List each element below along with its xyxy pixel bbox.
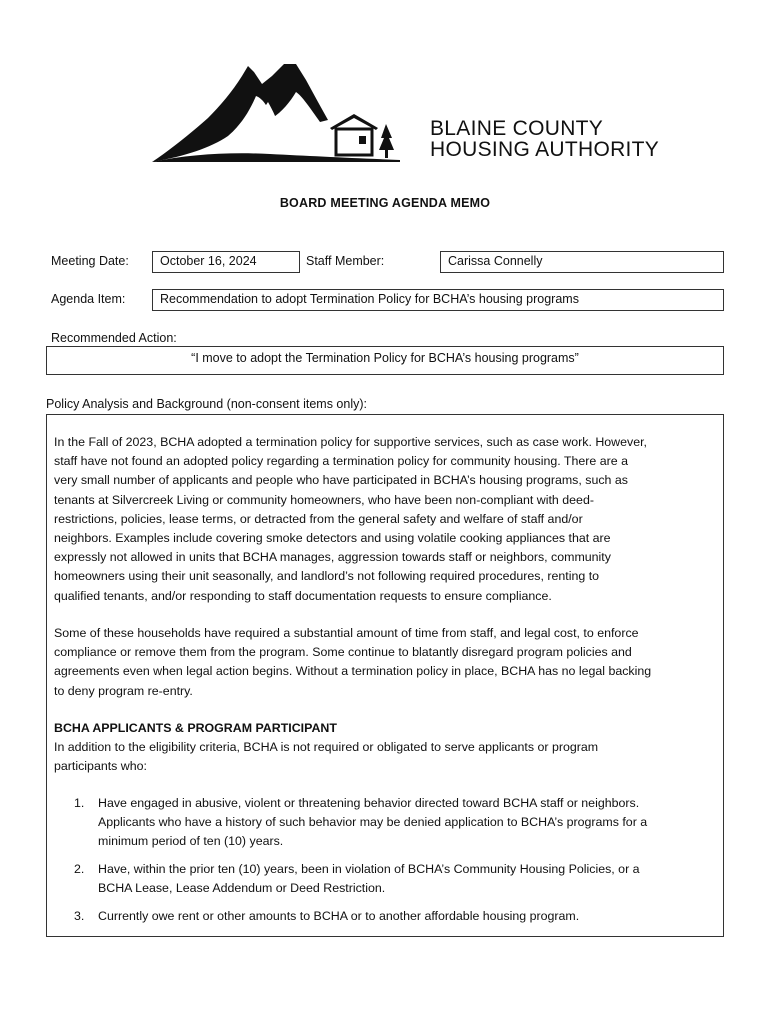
text-line: tenants at Silvercreek Living or community homeowners, who have been non-compliant with deed- xyxy=(54,492,594,507)
text-line: staff have not found an adopted policy regarding a termination policy for community housing. There are a xyxy=(54,454,628,469)
text-line: Applicants who have a history of such behavior may be denied application to BCHA’s programs for a xyxy=(98,815,648,829)
text-line: Have, within the prior ten (10) years, been in violation of BCHA’s Community Housing Policies, or a xyxy=(98,862,640,876)
section-heading: BCHA APPLICANTS & PROGRAM PARTICIPANT xyxy=(54,721,337,735)
recommended-action-box xyxy=(46,346,724,375)
text-line: Some of these households have required a substantial amount of time from staff, and legal cost, to enforce xyxy=(54,626,639,640)
text-line: expressly not allowed in units that BCHA manages, aggression towards staff or neighbors, community xyxy=(54,550,611,565)
text-line: Currently owe rent or other amounts to BCHA or to another affordable housing program. xyxy=(98,909,580,923)
section-block xyxy=(54,719,718,777)
text-line: restrictions, policies, lease terms, or detracted from the general safety and welfare of staff and/or xyxy=(54,511,583,526)
text-line: participants who: xyxy=(54,759,147,774)
policy-paragraph-1 xyxy=(54,433,718,606)
text-line: BCHA Lease, Lease Addendum or Deed Restriction. xyxy=(98,881,386,895)
text-line: neighbors. Examples include covering smoke detectors and using volatile cooking appliances that are xyxy=(54,531,611,546)
policy-heading: Policy Analysis and Background (non-consent items only): xyxy=(46,397,367,411)
recommended-action-label: Recommended Action: xyxy=(51,331,177,345)
list-text xyxy=(98,860,716,898)
text-line: minimum period of ten (10) years. xyxy=(98,834,284,848)
org-name-line-1: BLAINE COUNTY xyxy=(430,117,604,140)
list-text xyxy=(98,794,716,851)
list-number: 3. xyxy=(74,909,85,923)
recommended-action-text: “I move to adopt the Termination Policy for BCHA’s housing programs” xyxy=(191,351,579,365)
text-line: Have engaged in abusive, violent or threatening behavior directed toward BCHA staff or neighbors. xyxy=(98,796,640,810)
agenda-item-field: Recommendation to adopt Termination Policy for BCHA’s housing programs xyxy=(152,289,724,311)
staff-member-label: Staff Member: xyxy=(306,254,385,268)
text-line: qualified tenants, and/or responding to staff documentation requests to ensure compliance. xyxy=(54,588,552,603)
text-line: agreements even when legal action begins. Without a termination policy in place, BCHA has no legal backing xyxy=(54,664,652,679)
text-line: to deny program re-entry. xyxy=(54,683,193,698)
meeting-date-label: Meeting Date: xyxy=(51,254,129,268)
organization-name xyxy=(430,118,659,160)
org-name-line-2: HOUSING AUTHORITY xyxy=(430,138,660,161)
text-line: In addition to the eligibility criteria, BCHA is not required or obligated to serve applicants or program xyxy=(54,740,599,755)
list-number: 2. xyxy=(74,862,85,876)
policy-paragraph-2 xyxy=(54,624,718,701)
list-number: 1. xyxy=(74,796,85,810)
staff-member-field: Carissa Connelly xyxy=(440,251,724,273)
text-line: very small number of applicants and people who have participated in BCHA’s housing programs, such as xyxy=(54,473,628,488)
memo-title: BOARD MEETING AGENDA MEMO xyxy=(279,196,491,210)
mountain-house-tree-logo-icon xyxy=(150,62,410,166)
text-line: In the Fall of 2023, BCHA adopted a termination policy for supportive services, such as case work. However, xyxy=(54,435,647,449)
list-text xyxy=(98,907,716,926)
meeting-date-field: October 16, 2024 xyxy=(152,251,300,273)
agenda-item-label: Agenda Item: xyxy=(51,292,126,306)
text-line: compliance or remove them from the program. Some continue to blatantly disregard program policies and xyxy=(54,645,632,660)
text-line: homeowners using their unit seasonally, and landlord’s not following required procedures, renting to xyxy=(54,569,600,584)
